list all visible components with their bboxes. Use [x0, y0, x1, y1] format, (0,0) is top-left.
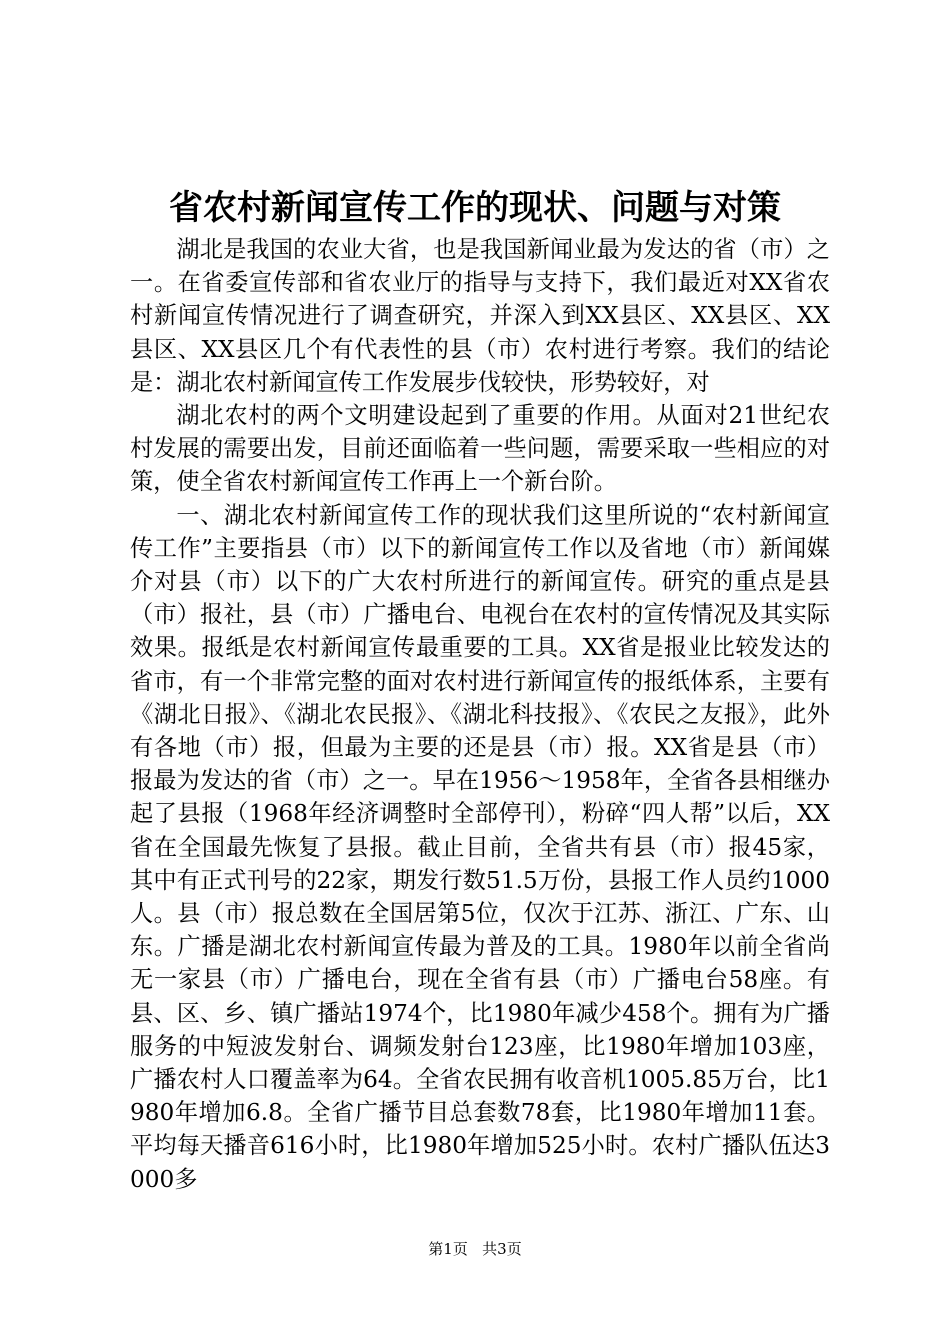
paragraph-section-one: 一、湖北农村新闻宣传工作的现状我们这里所说的“农村新闻宣传工作”主要指县（市）以下的新闻宣传工作以及省地（市）新闻媒介对县（市）以下的广大农村所进行的新闻宣传。研究的重点是县（市）报社，县（市）广播电台、电视台在农村的宣传情况及其实际效果。报纸是农村新闻宣传最重要的工具。XX省是报业比较发达的省市，有一个非常完整的面对农村进行新闻宣传的报纸体系，主要有《湖北日报》、《湖北农民报》、《湖北科技报》、《农民之友报》，此外有各地（市）报，但最为主要的还是县（市）报。XX省是县（市）报最为发达的省（市）之一。早在1956～1958年，全省各县相继办起了县报（1968年经济调整时全部停刊），粉碎“四人帮”以后，XX省在全国最先恢复了县报。截止目前，全省共有县（市）报45家，其中有正式刊号的22家，期发行数51.5万份，县报工作人员约1000人。县（市）报总数在全国居第5位，仅次于江苏、浙江、广东、山东。广播是湖北农村新闻宣传最为普及的工具。1980年以前全省尚无一家县（市）广播电台，现在全省有县（市）广播电台58座。有县、区、乡、镇广播站1974个，比1980年减少458个。拥有为广播服务的中短波发射台、调频发射台123座，比1980年增加103座，广播农村人口覆盖率为64。全省农民拥有收音机1005.85万台，比1980年增加6.8。全省广播节目总套数78套，比1980年增加11套。平均每天播音616小时，比1980年增加525小时。农村广播队伍达3000多 — [130, 501, 830, 1193]
page-total: 共3页 — [482, 1240, 522, 1258]
document-title: 省农村新闻宣传工作的现状、问题与对策 — [169, 188, 781, 228]
paragraph-continuation: 湖北农村的两个文明建设起到了重要的作用。从面对21世纪农村发展的需要出发，目前还面临着一些问题，需要采取一些相应的对策，使全省农村新闻宣传工作再上一个新台阶。 — [130, 402, 830, 496]
page-footer — [0, 1239, 950, 1259]
page-separator — [473, 1240, 478, 1258]
document-body — [130, 233, 830, 1196]
paragraph-intro: 湖北是我国的农业大省，也是我国新闻业最为发达的省（市）之一。在省委宣传部和省农业厅的指导与支持下，我们最近对XX省农村新闻宣传情况进行了调查研究，并深入到XX县区、XX县区、XX县区、XX县区几个有代表性的县（市）农村进行考察。我们的结论是：湖北农村新闻宣传工作发展步伐较快，形势较好，对 — [130, 236, 830, 396]
page-number: 第1页 — [428, 1240, 468, 1258]
